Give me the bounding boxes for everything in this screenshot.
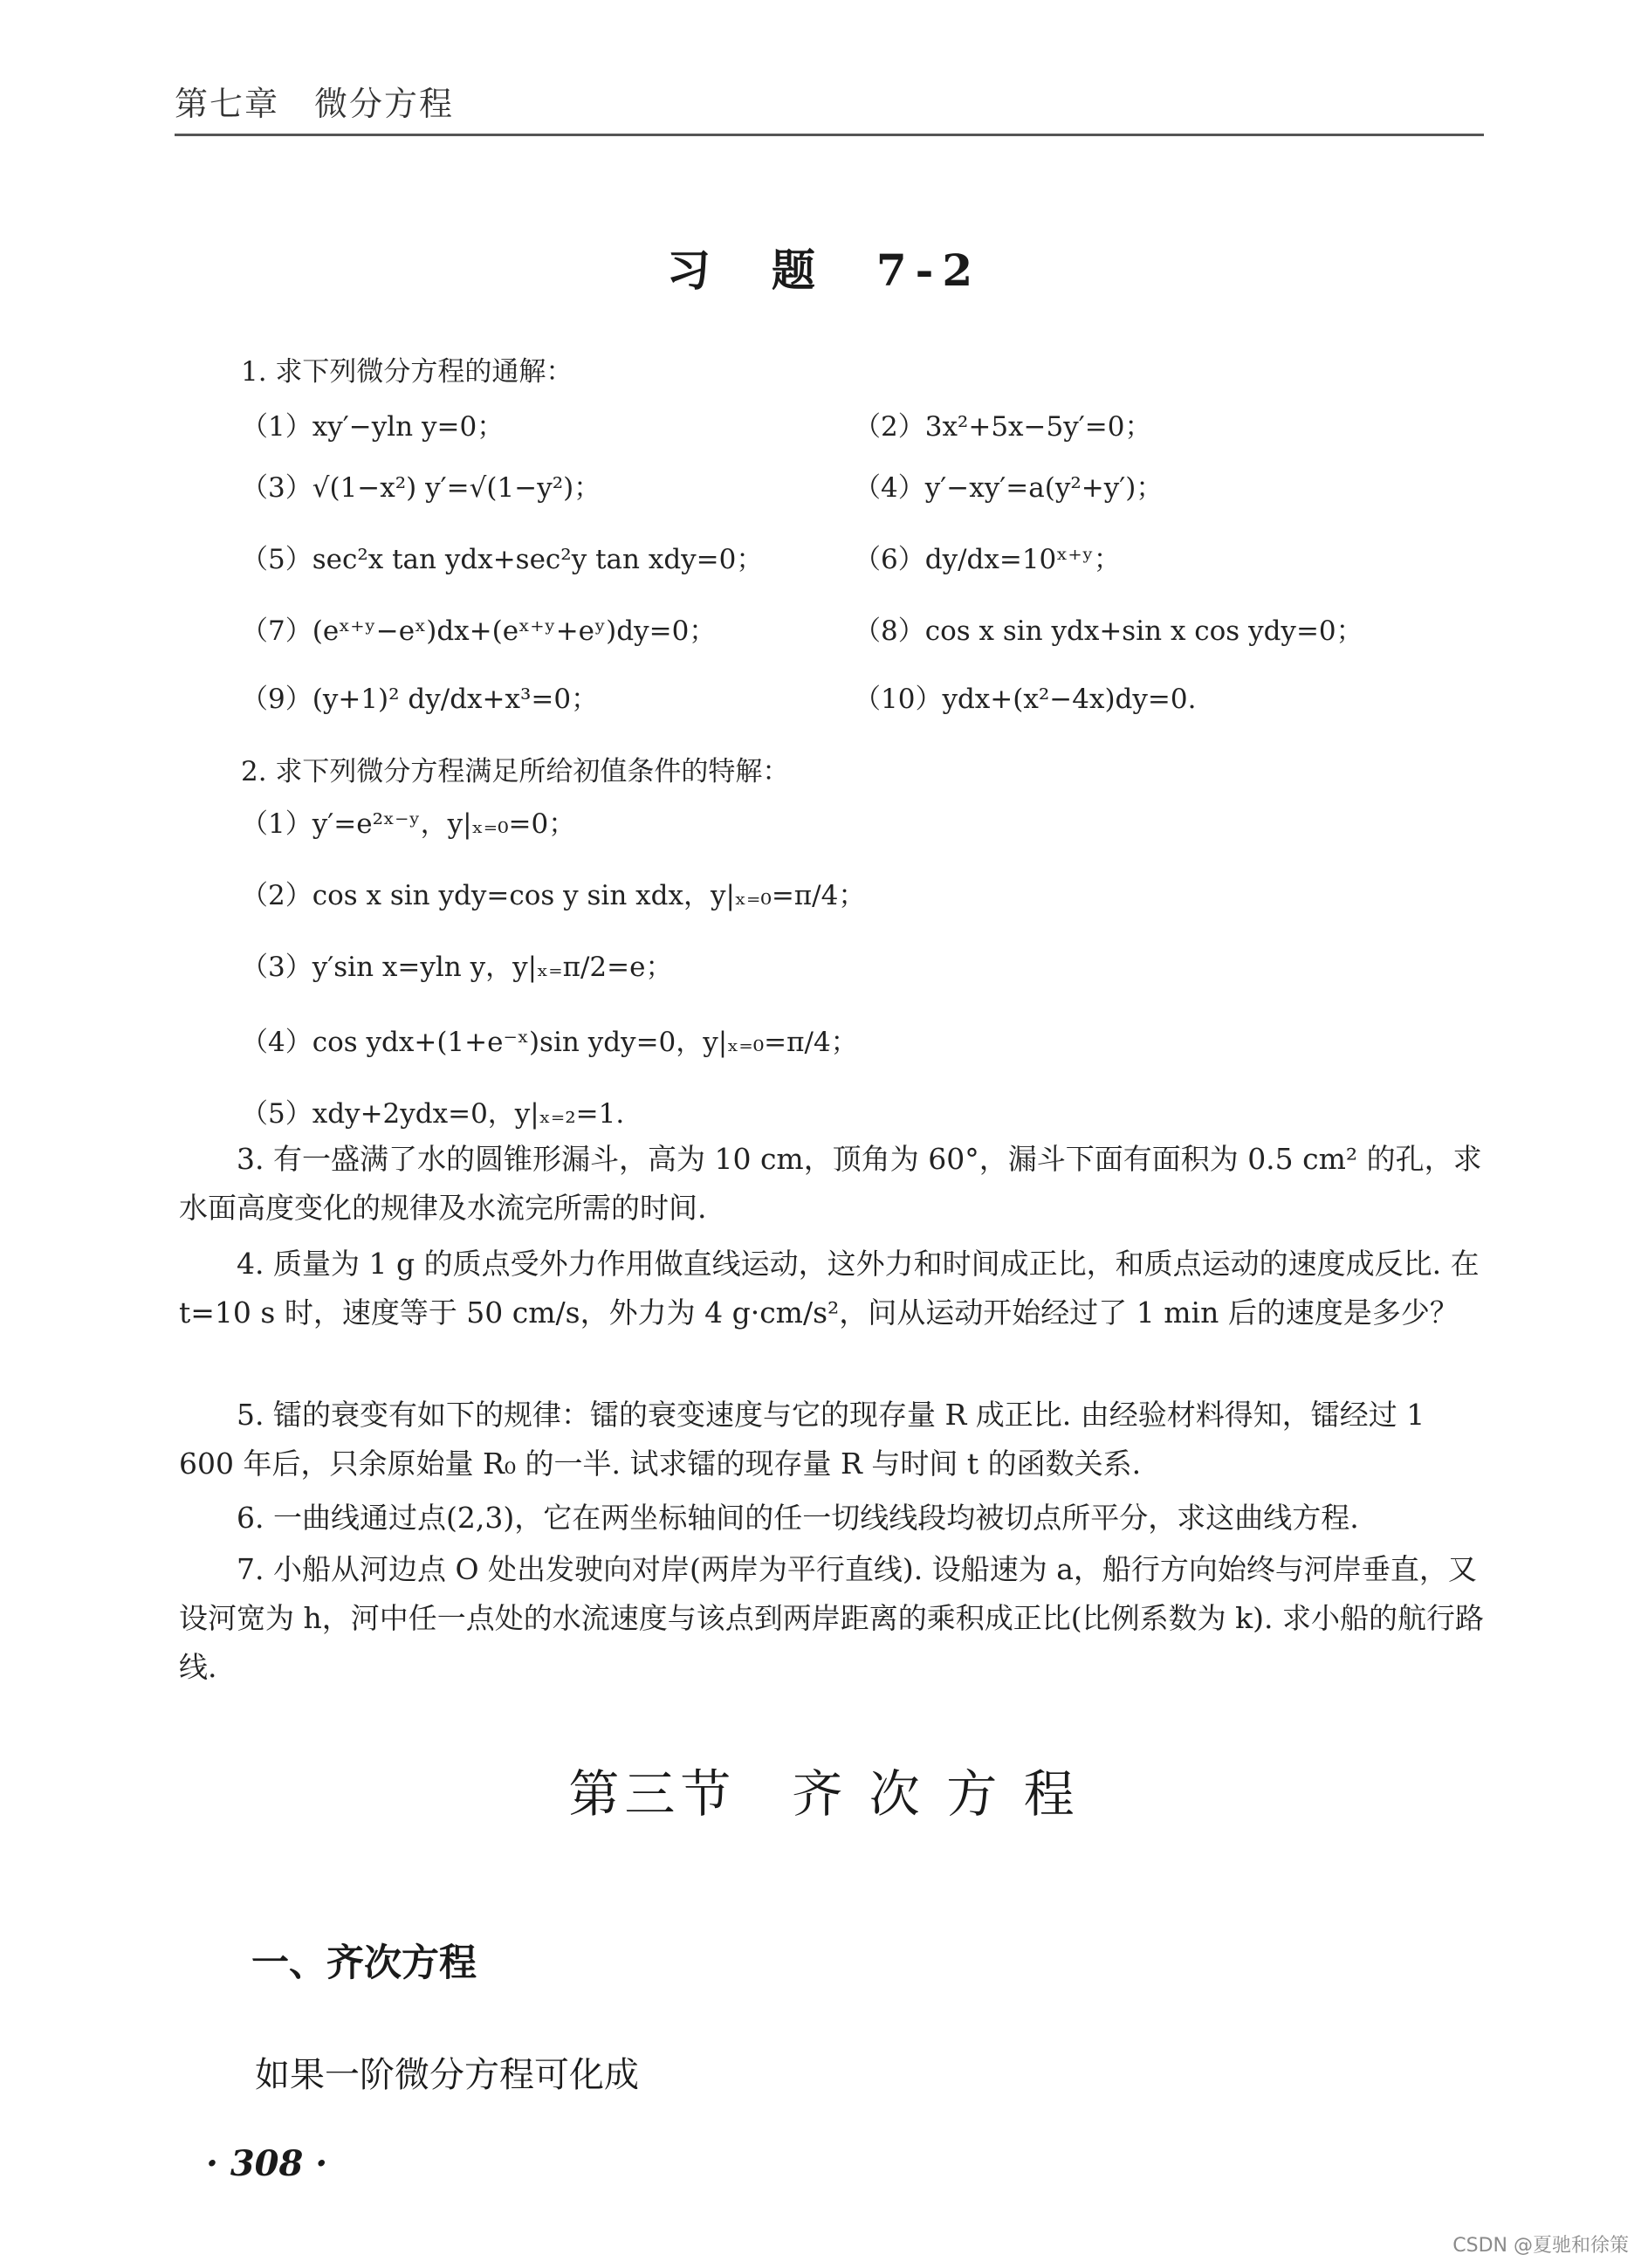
question-2-prompt: 2. 求下列微分方程满足所给初值条件的特解： [241, 756, 790, 787]
exercise-title: 习 题 7-2 [666, 244, 982, 296]
q2-item-3: （3）y′sin x=yln y，y|ₓ₌π/2=e； [241, 952, 673, 983]
q1-item-5: （5）sec²x tan ydx+sec²y tan xdy=0； [241, 544, 764, 575]
q1-item-4: （4）y′−xy′=a(y²+y′)； [854, 472, 1164, 504]
q1-item-7: （7）(eˣ⁺ʸ−eˣ)dx+(eˣ⁺ʸ+eʸ)dy=0； [241, 615, 717, 647]
problem-4: 4. 质量为 1 g 的质点受外力作用做直线运动，这外力和时间成正比，和质点运动的速度成反比. 在 t=10 s 时，速度等于 50 cm/s，外力为 4 g·cm/s²，问从运动开始经过了 1 min 后的速度是多少？ [179, 1247, 1480, 1330]
q1-item-10: （10）ydx+(x²−4x)dy=0. [854, 684, 1197, 715]
q2-item-4: （4）cos ydx+(1+e⁻ˣ)sin ydy=0，y|ₓ₌₀=π/4； [241, 1027, 858, 1058]
q1-item-1: （1）xy′−yln y=0； [241, 411, 505, 443]
section-title: 第三节 齐 次 方 程 [568, 1764, 1080, 1824]
body-paragraph: 如果一阶微分方程可化成 [255, 2055, 639, 2095]
problem-5: 5. 镭的衰变有如下的规律：镭的衰变速度与它的现存量 R 成正比. 由经验材料得知，镭经过 1 600 年后，只余原始量 R₀ 的一半. 试求镭的现存量 R 与时间 t 的函数关系. [179, 1398, 1425, 1481]
problem-3: 3. 有一盛满了水的圆锥形漏斗，高为 10 cm，顶角为 60°，漏斗下面有面积为 0.5 cm² 的孔，求水面高度变化的规律及水流完所需的时间. [179, 1142, 1482, 1225]
header-divider [175, 134, 1484, 136]
question-1-prompt: 1. 求下列微分方程的通解： [241, 356, 573, 388]
q2-item-5: （5）xdy+2ydx=0，y|ₓ₌₂=1. [241, 1098, 625, 1130]
running-header: 第七章 微分方程 [175, 85, 455, 123]
problem-6: 6. 一曲线通过点(2,3)，它在两坐标轴间的任一切线线段均被切点所平分，求这曲线方程. [237, 1501, 1359, 1535]
q1-item-2: （2）3x²+5x−5y′=0； [854, 411, 1152, 443]
q1-item-9: （9）(y+1)² dy/dx+x³=0； [241, 684, 599, 715]
q1-item-8: （8）cos x sin ydx+sin x cos ydy=0； [854, 615, 1363, 647]
q1-item-3: （3）√(1−x²) y′=√(1−y²)； [241, 472, 601, 504]
watermark: CSDN @夏驰和徐策 [1452, 2235, 1629, 2257]
page-number: · 308 · [206, 2143, 328, 2184]
subsection-title: 一、齐次方程 [251, 1942, 477, 1985]
q2-item-2: （2）cos x sin ydy=cos y sin xdx，y|ₓ₌₀=π/4； [241, 880, 866, 911]
q2-item-1: （1）y′=e²ˣ⁻ʸ，y|ₓ₌₀=0； [241, 808, 576, 840]
problem-7: 7. 小船从河边点 O 处出发驶向对岸(两岸为平行直线). 设船速为 a，船行方向始终与河岸垂直，又设河宽为 h，河中任一点处的水流速度与该点到两岸距离的乘积成正比(比例系数为 k). 求小船的航行路线. [179, 1552, 1484, 1684]
q1-item-6: （6）dy/dx=10ˣ⁺ʸ； [854, 544, 1121, 575]
